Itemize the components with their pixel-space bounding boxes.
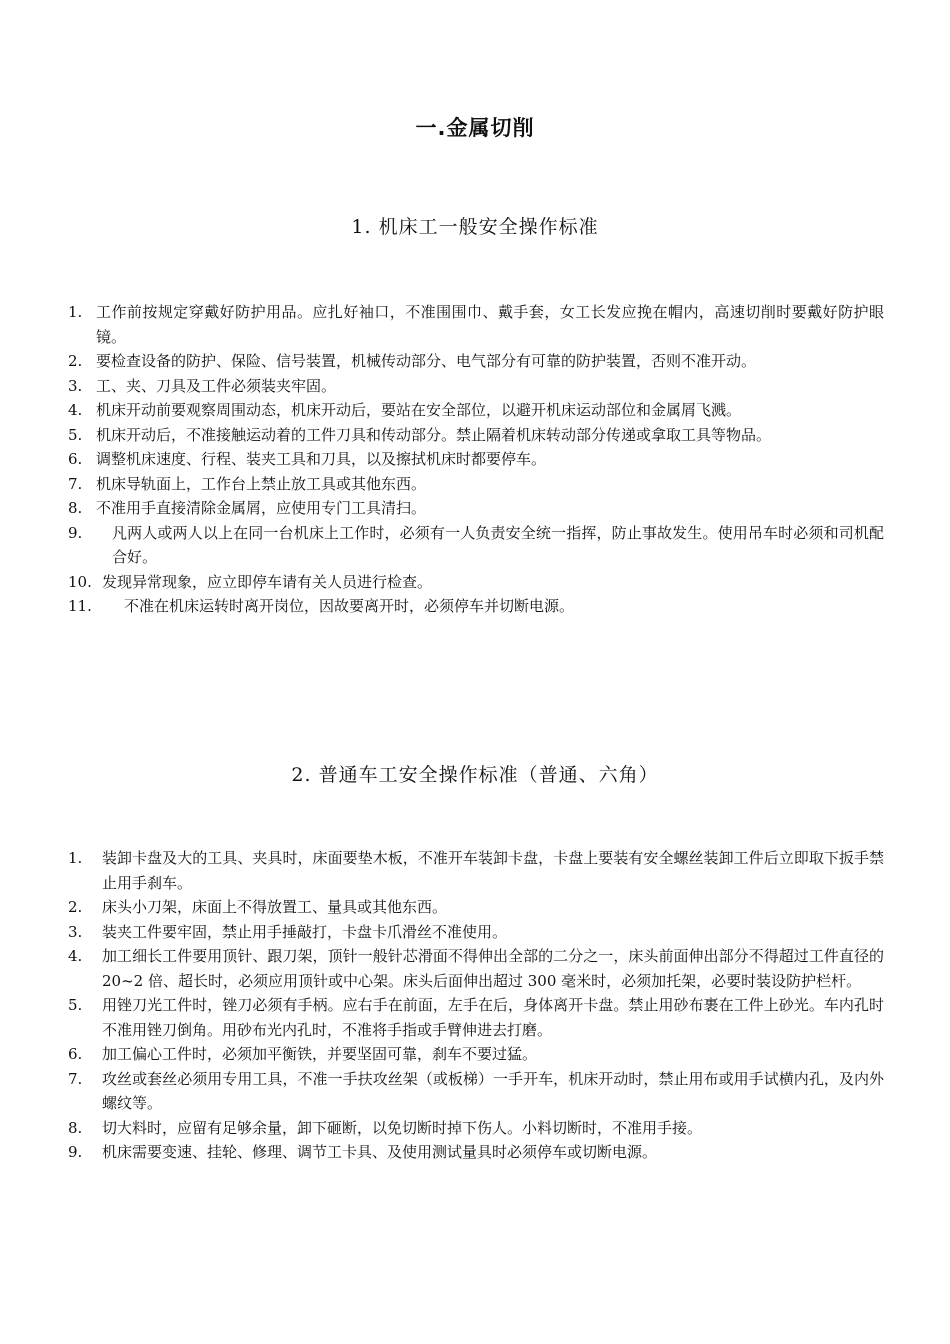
item-number: 4. (68, 401, 83, 419)
list-item (68, 374, 884, 399)
item-text: 用锉刀光工件时，锉刀必须有手柄。应右手在前面，左手在后，身体离开卡盘。禁止用砂布裹在工件上砂光。车内孔时不准用锉刀倒角。用砂布光内孔时，不准将手指或手臂伸进去打磨。 (102, 996, 884, 1039)
item-text: 不准在机床运转时离开岗位，因故要离开时，必须停车并切断电源。 (124, 597, 575, 615)
item-number: 8. (68, 1118, 83, 1137)
list-item (68, 944, 884, 993)
item-number: 2. (68, 898, 83, 916)
list-item (68, 1067, 884, 1116)
item-text: 攻丝或套丝必须用专用工具，不准一手扶攻丝架（或板梯）一手开车，机床开动时，禁止用布或用手试横内孔，及内外螺纹等。 (102, 1069, 884, 1112)
item-number: 9. (68, 1143, 83, 1161)
item-number: 6. (68, 450, 83, 468)
list-item (68, 521, 884, 570)
item-number: 5. (68, 996, 83, 1014)
item-text: 机床需要变速、挂轮、修理、调节工卡具、及使用测试量具时必须停车或切断电源。 (102, 1143, 658, 1161)
item-number: 10. (68, 572, 92, 591)
item-number: 1. (68, 303, 83, 321)
section-2-title: 2. 普通车工安全操作标准（普通、六角） (291, 764, 659, 786)
list-item (68, 1042, 884, 1067)
item-number: 1. (68, 849, 83, 867)
item-number: 4. (68, 947, 83, 965)
item-number: 11. (68, 597, 92, 615)
item-number: 6. (68, 1045, 83, 1063)
section-2-list (68, 846, 884, 1165)
page-title: 一.金属切削 (415, 116, 535, 140)
list-item (68, 1116, 884, 1141)
item-text: 凡两人或两人以上在同一台机床上工作时，必须有一人负责安全统一指挥，防止事故发生。使用吊车时必须和司机配合好。 (112, 523, 884, 566)
item-number: 7. (68, 1069, 83, 1088)
item-number: 3. (68, 376, 83, 395)
section-1-list (68, 300, 884, 619)
item-number: 3. (68, 922, 83, 941)
item-text: 床头小刀架，床面上不得放置工、量具或其他东西。 (102, 898, 448, 916)
item-text: 机床开动后，不准接触运动着的工件刀具和传动部分。禁止隔着机床转动部分传递或拿取工具等物品。 (96, 425, 772, 444)
list-item (68, 398, 884, 423)
item-text: 加工偏心工件时，必须加平衡铁，并要坚固可靠，刹车不要过猛。 (102, 1045, 538, 1063)
list-item (68, 920, 884, 945)
list-item (68, 846, 884, 895)
list-item (68, 447, 884, 472)
item-number: 9. (68, 523, 83, 542)
item-number: 7. (68, 474, 83, 493)
list-item (68, 1140, 884, 1165)
item-text: 机床开动前要观察周围动态，机床开动后，要站在安全部位，以避开机床运动部位和金属屑飞溅。 (96, 401, 742, 419)
list-item (68, 496, 884, 521)
list-item (68, 895, 884, 920)
item-text: 机床导轨面上，工作台上禁止放工具或其他东西。 (96, 474, 427, 493)
list-item (68, 594, 884, 619)
item-text: 工、夹、刀具及工件必须装夹牢固。 (96, 376, 337, 395)
item-text: 要检查设备的防护、保险、信号装置，机械传动部分、电气部分有可靠的防护装置，否则不准开动。 (96, 352, 757, 370)
list-item (68, 349, 884, 374)
list-item (68, 993, 884, 1042)
list-item (68, 472, 884, 497)
item-number: 8. (68, 499, 83, 517)
item-number: 2. (68, 352, 83, 370)
item-text: 装卸卡盘及大的工具、夹具时，床面要垫木板，不准开车装卸卡盘，卡盘上要装有安全螺丝装卸工件后立即取下扳手禁止用手刹车。 (102, 849, 884, 892)
item-text: 不准用手直接清除金属屑，应使用专门工具清扫。 (96, 499, 427, 517)
item-text: 加工细长工件要用顶针、跟刀架，顶针一般针芯滑面不得伸出全部的二分之一，床头前面伸出部分不得超过工件直径的 20~2 倍、超长时，必须应用顶针或中心架。床头后面伸出超过 300 毫米时，必须加托架，必要时装设防护栏杆。 (102, 947, 884, 990)
list-item (68, 570, 884, 595)
item-text: 工作前按规定穿戴好防护用品。应扎好袖口，不准围围巾、戴手套，女工长发应挽在帽内，高速切削时要戴好防护眼镜。 (96, 303, 884, 346)
item-text: 装夹工件要牢固，禁止用手捶敲打，卡盘卡爪滑丝不准使用。 (102, 922, 508, 941)
item-text: 发现异常现象，应立即停车请有关人员进行检查。 (102, 572, 433, 591)
item-text: 调整机床速度、行程、装夹工具和刀具，以及擦拭机床时都要停车。 (96, 450, 547, 468)
list-item (68, 423, 884, 448)
item-number: 5. (68, 425, 83, 444)
item-text: 切大料时，应留有足够余量，卸下砸断，以免切断时掉下伤人。小料切断时，不准用手接。 (102, 1118, 703, 1137)
list-item (68, 300, 884, 349)
section-1-title: 1. 机床工一般安全操作标准 (351, 216, 599, 238)
